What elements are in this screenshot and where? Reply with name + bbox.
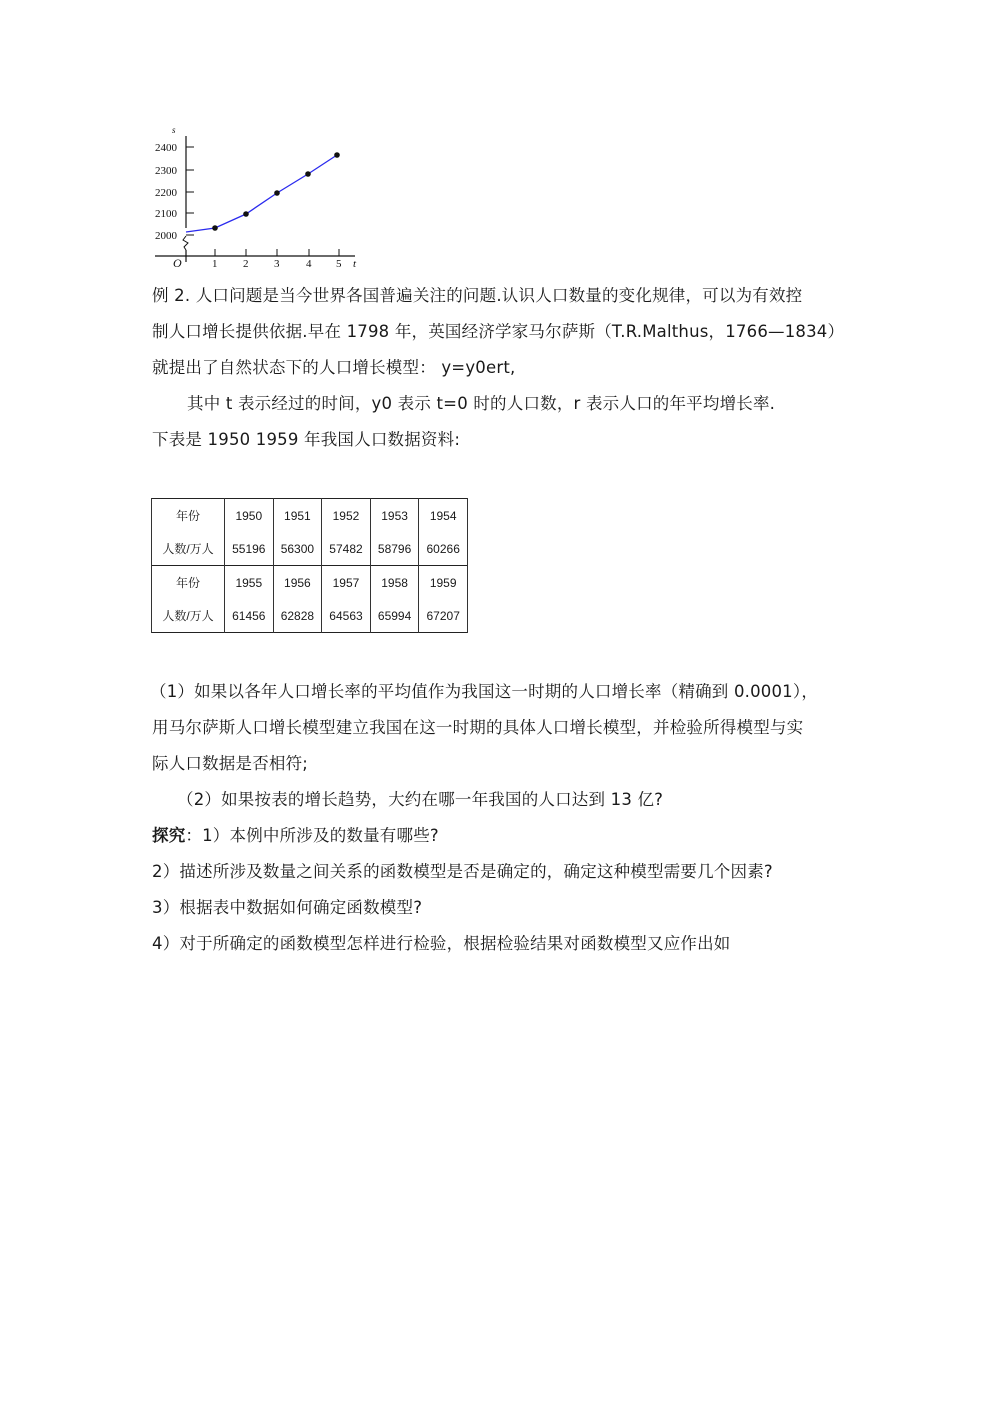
- question-1-line3: 际人口数据是否相符;: [152, 754, 309, 773]
- year-cell: 1958: [370, 566, 419, 600]
- year-cell: 1956: [273, 566, 322, 600]
- year-cell: 1953: [370, 499, 419, 533]
- y-tick-label: 2400: [155, 142, 177, 154]
- explore-item-3: 3）根据表中数据如何确定函数模型?: [152, 898, 423, 917]
- variable-definition: 其中 t 表示经过的时间，y0 表示 t=0 时的人口数，r 表示人口的年平均增长率.: [187, 394, 776, 413]
- year-cell: 1957: [322, 566, 371, 600]
- table-row: [152, 599, 468, 633]
- population-cell: 56300: [273, 532, 322, 566]
- population-cell: 67207: [419, 599, 468, 633]
- year-cell: 1950: [225, 499, 274, 533]
- year-cell: 1951: [273, 499, 322, 533]
- population-cell: 60266: [419, 532, 468, 566]
- population-cell: 62828: [273, 599, 322, 633]
- population-growth-chart: [150, 120, 370, 275]
- explore-label: 探究: [152, 826, 186, 845]
- row-label-population: 人数/万人: [152, 532, 225, 566]
- row-label-year: 年份: [152, 566, 225, 600]
- example-intro-line1: 例 2. 人口问题是当今世界各国普遍关注的问题.认识人口数量的变化规律，可以为有效控: [152, 286, 803, 305]
- explore-item-1-text: ：1）本例中所涉及的数量有哪些?: [185, 826, 439, 845]
- explore-item-1: [152, 826, 439, 846]
- year-cell: 1952: [322, 499, 371, 533]
- table-row: [152, 566, 468, 600]
- row-label-year: 年份: [152, 499, 225, 533]
- data-point: [274, 190, 280, 196]
- origin-label: O: [173, 256, 182, 270]
- population-table: [151, 498, 468, 633]
- y-tick-label: 2000: [155, 230, 177, 242]
- x-axis-label: t: [353, 258, 357, 270]
- data-point: [305, 171, 311, 177]
- data-point: [334, 152, 340, 158]
- year-cell: 1954: [419, 499, 468, 533]
- explore-item-2: 2）描述所涉及数量之间关系的函数模型是否是确定的，确定这种模型需要几个因素?: [152, 862, 773, 881]
- x-tick-label: 5: [336, 258, 342, 270]
- question-2: （2）如果按表的增长趋势，大约在哪一年我国的人口达到 13 亿?: [177, 790, 664, 809]
- y-axis-label: s: [172, 125, 176, 135]
- x-tick-label: 4: [306, 258, 312, 270]
- y-tick-label: 2300: [155, 165, 177, 177]
- table-intro: 下表是 1950 1959 年我国人口数据资料:: [152, 430, 461, 449]
- population-cell: 57482: [322, 532, 371, 566]
- y-tick-label: 2200: [155, 187, 177, 199]
- year-cell: 1959: [419, 566, 468, 600]
- year-cell: 1955: [225, 566, 274, 600]
- explore-item-4: 4）对于所确定的函数模型怎样进行检验，根据检验结果对函数模型又应作出如: [152, 934, 731, 953]
- question-1-line2: 用马尔萨斯人口增长模型建立我国在这一时期的具体人口增长模型，并检验所得模型与实: [152, 718, 804, 737]
- axis-break-icon: [183, 236, 188, 250]
- table-row: [152, 532, 468, 566]
- y-tick-label: 2100: [155, 208, 177, 220]
- example-intro-line3: 就提出了自然状态下的人口增长模型： y=y0ert,: [152, 358, 516, 377]
- data-line: [186, 155, 337, 232]
- row-label-population: 人数/万人: [152, 599, 225, 633]
- population-cell: 55196: [225, 532, 274, 566]
- population-cell: 65994: [370, 599, 419, 633]
- question-1-line1: （1）如果以各年人口增长率的平均值作为我国这一时期的人口增长率（精确到 0.0001），: [150, 682, 819, 701]
- example-intro-line2: 制人口增长提供依据.早在 1798 年，英国经济学家马尔萨斯（T.R.Malthus，1766—1834）: [152, 322, 845, 341]
- population-cell: 64563: [322, 599, 371, 633]
- table-row: [152, 499, 468, 533]
- data-point: [212, 225, 218, 231]
- population-cell: 58796: [370, 532, 419, 566]
- x-tick-label: 1: [212, 258, 218, 270]
- x-tick-label: 3: [274, 258, 280, 270]
- x-tick-label: 2: [243, 258, 249, 270]
- data-point: [243, 211, 249, 217]
- population-cell: 61456: [225, 599, 274, 633]
